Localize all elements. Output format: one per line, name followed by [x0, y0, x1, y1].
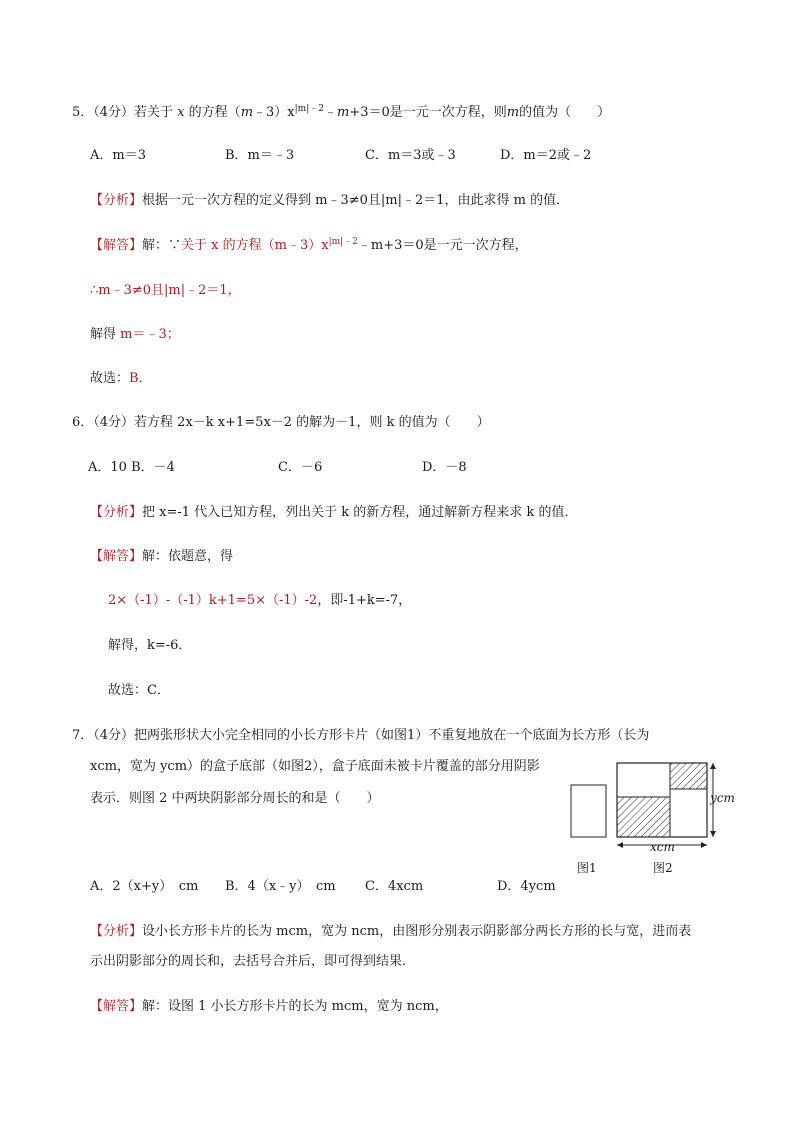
q6-option-ab: A．10 B．－4 — [88, 460, 175, 475]
q5-analysis-text: 根据一元一次方程的定义得到 m﹣3≠0且|m|﹣2＝1，由此求得 m 的值． — [142, 193, 570, 208]
q6-analysis-text: 把 x=-1 代入已知方程，列出关于 k 的新方程，通过解新方程来求 k 的值． — [142, 505, 578, 520]
q5-option-a: A．m＝3 — [90, 148, 146, 163]
q5-answer-c: ﹣m+3＝0是一元一次方程， — [357, 238, 528, 253]
q5-option-b: B．m＝﹣3 — [225, 148, 295, 163]
q5-choose — [90, 370, 152, 388]
q5-answer-b: 关于 x 的方程（m﹣3）x — [181, 238, 329, 253]
q5-answer — [90, 237, 528, 256]
q5-answer-tag: 【解答】 — [90, 238, 143, 253]
q5-stem-e: +3＝0是一元一次方程，则 — [349, 105, 507, 120]
q5-stem-c: ﹣3） — [253, 105, 288, 120]
q5-exponent: |m|﹣2 — [294, 104, 324, 114]
q5-answer-exponent: |m|﹣2 — [328, 237, 358, 247]
q5-option-d: D．m＝2或﹣2 — [500, 148, 592, 163]
q5-step2-b: m＝﹣3； — [116, 327, 180, 342]
q5-x2: x — [287, 105, 295, 120]
fig1-card — [571, 785, 606, 837]
fig2-y-arrowhead-top — [710, 763, 716, 769]
q7-answer-tag: 【解答】 — [90, 999, 143, 1014]
fig2-x-arrowhead-left — [617, 842, 623, 848]
q7-answer — [90, 998, 448, 1016]
q6-analysis-tag: 【分析】 — [90, 505, 143, 520]
q6-option-c: C．－6 — [278, 460, 323, 475]
q7-analysis-text1: 设小长方形卡片的长为 mcm，宽为 ncm，由图形分别表示阴影部分两长方形的长与宽，进而表 — [142, 924, 692, 939]
q7-option-a: A．2（x+y） cm — [90, 879, 199, 894]
q5-stem-a: 5．（4分）若关于 — [72, 105, 174, 120]
q5-m2: m — [336, 105, 350, 120]
q6-equation-b: ，即-1+k=-7， — [317, 593, 412, 608]
fig2-y-arrowhead-bottom — [710, 831, 716, 837]
q5-m3: m — [506, 105, 520, 120]
q5-stem-b: 的方程（ — [188, 105, 241, 120]
q7-option-b: B．4（x﹣y） cm — [225, 879, 336, 894]
q7-option-d: D．4ycm — [497, 879, 556, 894]
q5-step2-a: 解得 — [90, 327, 117, 342]
q5-step1: ∴m﹣3≠0且|m|﹣2＝1， — [90, 283, 241, 298]
q6-choose: 故选：C． — [108, 683, 170, 698]
q7-figures — [560, 755, 740, 880]
q5-var-x: x — [177, 105, 185, 120]
q5-stem-d: ﹣ — [323, 105, 337, 120]
fig2-label: 图2 — [653, 861, 673, 875]
fig2-xlabel: xcm — [650, 840, 675, 854]
q5-stem-f: 的值为（ ） — [519, 105, 611, 120]
fig1-label: 图1 — [577, 861, 597, 875]
q5-analysis — [90, 192, 569, 210]
q7-option-c: C．4xcm — [365, 879, 424, 894]
q6-equation — [108, 592, 411, 610]
q5-choose-b: B． — [129, 371, 152, 386]
q6-answer-tag: 【解答】 — [90, 549, 143, 564]
q7-analysis-tag: 【分析】 — [90, 924, 143, 939]
q6-equation-a: 2×（-1）-（-1）k+1=5×（-1）-2 — [108, 593, 318, 608]
fig2-shade-top-right — [670, 763, 707, 789]
q5-answer-a: 解：∵ — [142, 238, 182, 253]
q6-analysis — [90, 504, 577, 522]
q7-answer-text: 解：设图 1 小长方形卡片的长为 mcm，宽为 ncm， — [142, 999, 448, 1014]
q6-stem: 6．（4分）若方程 2x－k x+1=5x－2 的解为－1，则 k 的值为（ ） — [72, 415, 490, 430]
q5-stem — [72, 104, 610, 123]
q6-solve: 解得，k=-6． — [108, 638, 192, 653]
q5-step2 — [90, 326, 180, 344]
q5-var-m: m — [240, 105, 254, 120]
q7-stem-line3: 表示．则图 2 中两块阴影部分周长的和是（ ） — [90, 791, 380, 806]
fig2-shade-bottom-left — [617, 797, 670, 837]
q6-answer — [90, 548, 233, 566]
q6-option-d: D．－8 — [422, 460, 467, 475]
q7-analysis-line1 — [90, 923, 691, 941]
q5-choose-a: 故选： — [90, 371, 130, 386]
fig2-x-arrowhead-right — [701, 842, 707, 848]
q6-answer-text: 解：依题意，得 — [142, 549, 234, 564]
fig2-ylabel: ycm — [710, 791, 735, 805]
q5-analysis-tag: 【分析】 — [90, 193, 143, 208]
q7-stem-line2: xcm，宽为 ycm）的盒子底部（如图2），盒子底面未被卡片覆盖的部分用阴影 — [90, 759, 540, 774]
q7-stem-line1: 7．（4分）把两张形状大小完全相同的小长方形卡片（如图1）不重复地放在一个底面为长方形（长为 — [72, 728, 650, 743]
q5-option-c: C．m＝3或﹣3 — [365, 148, 456, 163]
q7-analysis-line2: 示出阴影部分的周长和，去括号合并后，即可得到结果． — [90, 954, 416, 969]
